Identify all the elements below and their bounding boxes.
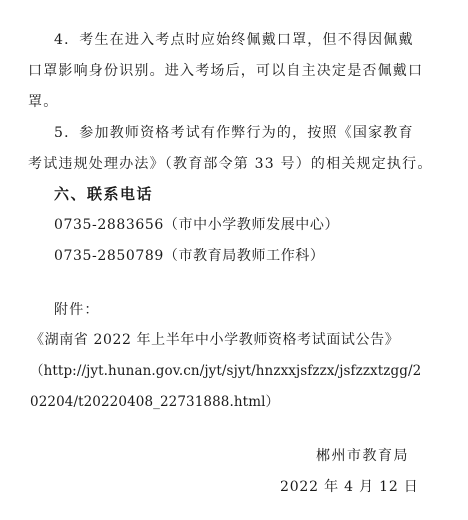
item-5-line-1: 5．参加教师资格考试有作弊行为的，按照《国家教育 [54,125,414,141]
phone-2: 0735-2850789（市教育局教师工作科） [54,248,325,264]
signature-org: 郴州市教育局 [316,448,409,464]
phone-1: 0735-2883656（市中小学教师发展中心） [54,217,340,233]
item-5-line-2: 考试违规处理办法》（教育部令第 33 号）的相关规定执行。 [28,156,433,172]
attachment-title[interactable]: 《湖南省 2022 年上半年中小学教师资格考试面试公告》 [30,332,400,348]
section-6-heading: 六、联系电话 [54,185,154,203]
attachment-url-line-1[interactable]: （http://jyt.hunan.gov.cn/jyt/sjyt/hnzxxjsfzzx/jsfzzxtzgg/2 [30,363,422,379]
attachment-label: 附件： [54,302,100,318]
attachment-url-line-2[interactable]: 02204/t20220408_22731888.html） [30,394,280,410]
signature-date: 2022 年 4 月 12 日 [280,479,419,495]
item-4-line-1: 4．考生在进入考点时应始终佩戴口罩，但不得因佩戴 [54,32,414,48]
item-4-line-2: 口罩影响身份识别。进入考场后，可以自主决定是否佩戴口 [28,63,424,79]
item-4-line-3: 罩。 [28,94,59,110]
